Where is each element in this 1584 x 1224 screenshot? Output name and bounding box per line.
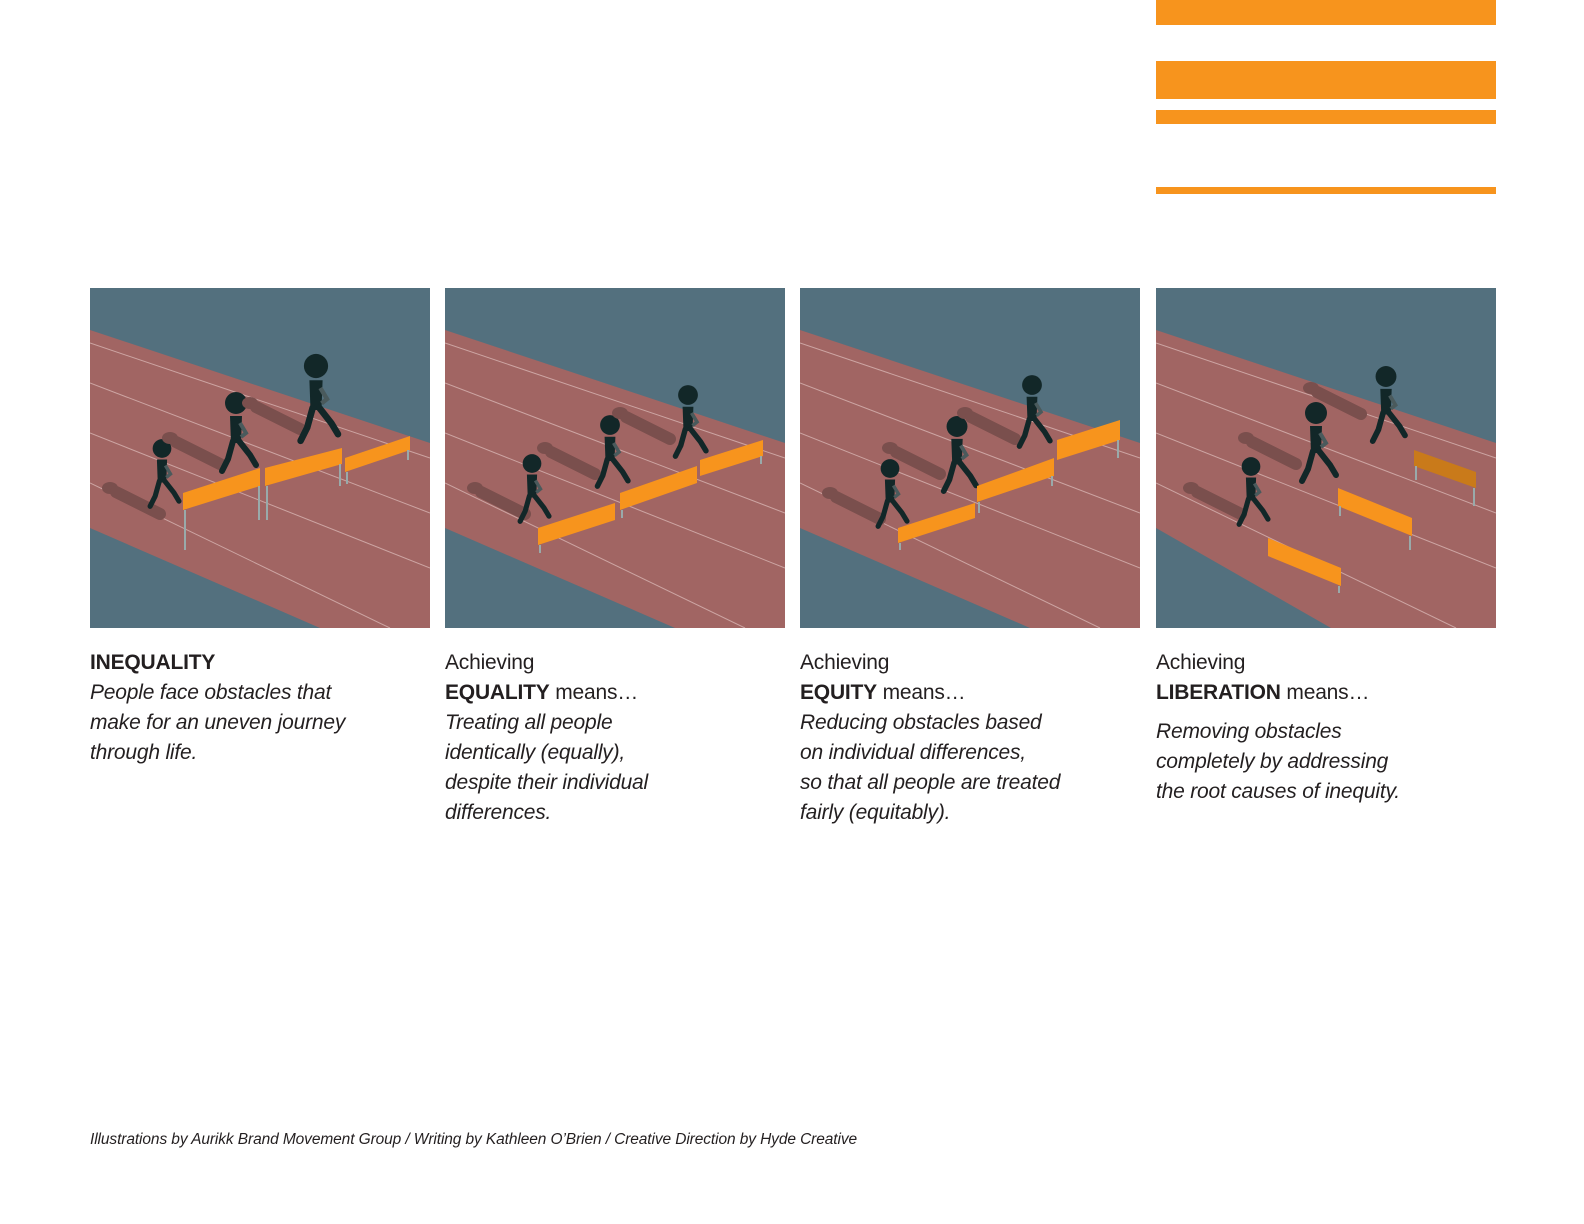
- caption: Achieving EQUITY means… Reducing obstacles based on individual differences, so that all people are treated fairly (equitably).: [800, 648, 1140, 828]
- caption: Achieving EQUALITY means… Treating all people identically (equally), despite their individual differences.: [445, 648, 785, 828]
- decor-stripe: [1156, 187, 1496, 194]
- inequality-illustration: [90, 288, 430, 628]
- credits: Illustrations by Aurikk Brand Movement Group / Writing by Kathleen O’Brien / Creative Direction by Hyde Creative: [90, 1131, 857, 1148]
- term: INEQUALITY: [90, 651, 216, 674]
- description: Treating all people identically (equally), despite their individual differences.: [445, 711, 648, 824]
- description: People face obstacles that make for an uneven journey through life.: [90, 681, 346, 764]
- panel-equity: [800, 288, 1140, 828]
- caption: [90, 648, 430, 768]
- decor-stripe: [1156, 61, 1496, 99]
- caption: Achieving LIBERATION means… Removing obstacles completely by addressing the root causes of inequity.: [1156, 648, 1496, 807]
- decor-stripe: [1156, 110, 1496, 124]
- description: Reducing obstacles based on individual differences, so that all people are treated fairly (equitably).: [800, 711, 1061, 824]
- equality-illustration: [445, 288, 785, 628]
- description: Removing obstacles completely by addressing the root causes of inequity.: [1156, 720, 1400, 803]
- equity-illustration: [800, 288, 1140, 628]
- term: EQUITY: [800, 681, 877, 704]
- panel-liberation: [1156, 288, 1496, 807]
- term: EQUALITY: [445, 681, 550, 704]
- panel-inequality: [90, 288, 430, 768]
- panel-equality: [445, 288, 785, 828]
- decor-stripe: [1156, 0, 1496, 25]
- liberation-illustration: [1156, 288, 1496, 628]
- term: LIBERATION: [1156, 681, 1281, 704]
